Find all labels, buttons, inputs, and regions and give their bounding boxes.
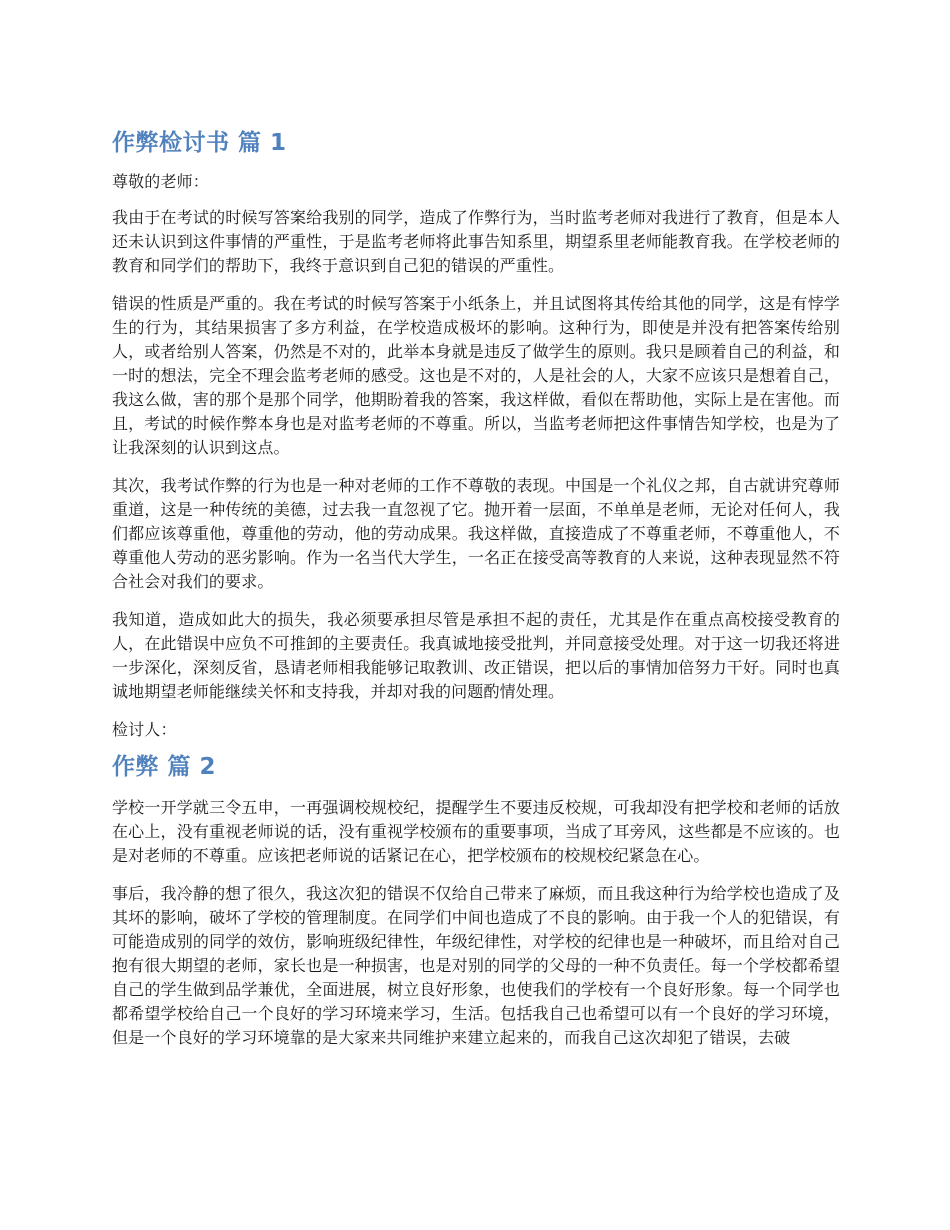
- section-2-paragraph-2: 事后，我冷静的想了很久，我这次犯的错误不仅给自己带来了麻烦，而且我这种行为给学校也造成了及其坏的影响，破坏了学校的管理制度。在同学们中间也造成了不良的影响。由于我一个人的犯错误，有可能造成别的同学的效仿，影响班级纪律性，年级纪律性，对学校的纪律也是一种破坏，而且给对自己抱有很大期望的老师，家长也是一种损害，也是对别的同学的父母的一种不负责任。每一个学校都希望自己的学生做到品学兼优，全面进展，树立良好形象，也使我们的学校有一个良好形象。每一个同学也都希望学校给自己一个良好的学习环境来学习，生活。包括我自己也希望可以有一个良好的学习环境，但是一个良好的学习环境靠的是大家来共同维护来建立起来的，而我自己这次却犯了错误，去破: [112, 884, 840, 1047]
- section-1-paragraph-1: 我由于在考试的时候写答案给我别的同学，造成了作弊行为，当时监考老师对我进行了教育，但是本人还未认识到这件事情的严重性，于是监考老师将此事告知系里，期望系里老师能教育我。在学校老师的教育和同学们的帮助下，我终于意识到自己犯的错误的严重性。: [112, 208, 840, 275]
- section-1-title: 作弊检讨书 篇 1: [112, 130, 287, 156]
- salutation: 尊敬的老师：: [112, 172, 209, 191]
- section-1-paragraph-2: 错误的性质是严重的。我在考试的时候写答案于小纸条上，并且试图将其传给其他的同学，这是有悖学生的行为，其结果损害了多方利益，在学校造成极坏的影响。这种行为，即使是并没有把答案传给别人，或者给别人答案，仍然是不对的，此举本身就是违反了做学生的原则。我只是顾着自己的利益，和一时的想法，完全不理会监考老师的感受。这也是不对的，人是社会的人，大家不应该只是想着自己，我这么做，害的那个是那个同学，他期盼着我的答案，我这样做，看似在帮助他，实际上是在害他。而且，考试的时候作弊本身也是对监考老师的不尊重。所以，当监考老师把这件事情告知学校，也是为了让我深刻的认识到这点。: [112, 294, 840, 457]
- section-2-paragraph-1: 学校一开学就三令五申，一再强调校规校纪，提醒学生不要违反校规，可我却没有把学校和老师的话放在心上，没有重视老师说的话，没有重视学校颁布的重要事项，当成了耳旁风，这些都是不应该的。也是对老师的不尊重。应该把老师说的话紧记在心，把学校颁布的校规校纪紧急在心。: [112, 798, 840, 865]
- section-2-title: 作弊 篇 2: [112, 754, 217, 780]
- signature-line: 检讨人：: [112, 720, 177, 739]
- section-1-paragraph-3: 其次，我考试作弊的行为也是一种对老师的工作不尊敬的表现。中国是一个礼仪之邦，自古就讲究尊师重道，这是一种传统的美德，过去我一直忽视了它。抛开着一层面，不单单是老师，无论对任何人，我们都应该尊重他，尊重他的劳动，他的劳动成果。我这样做，直接造成了不尊重老师，不尊重他人，不尊重他人劳动的恶劣影响。作为一名当代大学生，一名正在接受高等教育的人来说，这种表现显然不符合社会对我们的要求。: [112, 476, 840, 591]
- document-page: [112, 128, 840, 1064]
- section-1-paragraph-4: 我知道，造成如此大的损失，我必须要承担尽管是承担不起的责任，尤其是作在重点高校接受教育的人，在此错误中应负不可推卸的主要责任。我真诚地接受批判，并同意接受处理。对于这一切我还将进一步深化，深刻反省，恳请老师相我能够记取教训、改正错误，把以后的事情加倍努力干好。同时也真诚地期望老师能继续关怀和支持我，并却对我的问题酌情处理。: [112, 610, 840, 701]
